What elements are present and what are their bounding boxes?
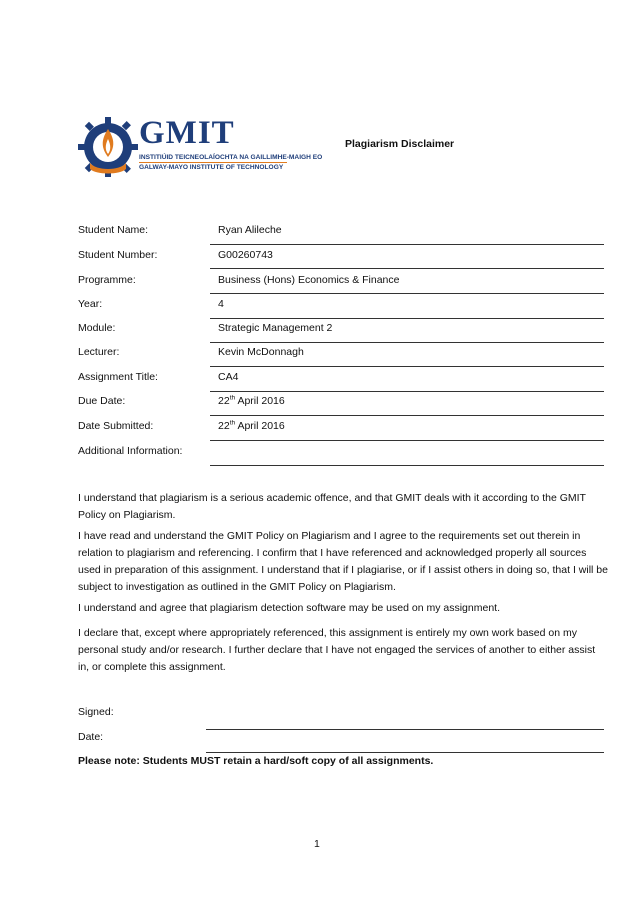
programme-label: Programme: (78, 274, 136, 286)
date-submitted-underline (210, 440, 604, 441)
year-value: 4 (218, 298, 224, 310)
page-number: 1 (314, 838, 320, 850)
module-label: Module: (78, 322, 116, 334)
assignment-title-value: CA4 (218, 371, 239, 383)
paragraph-offence: I understand that plagiarism is a serious academic offence, and that GMIT deals with it according to the GMIT Policy on Plagiarism. (78, 492, 586, 521)
gmit-logo (78, 103, 323, 189)
lecturer-label: Lecturer: (78, 346, 120, 358)
paragraph-declaration: I declare that, except where appropriately referenced, this assignment is entirely my own work based on my personal study and/or research. I further declare that I have not engaged the services of another to either assist in, or complete this assignment. (78, 627, 596, 673)
paragraph-detection: I understand and agree that plagiarism detection software may be used on my assignment. (78, 602, 500, 614)
module-value: Strategic Management 2 (218, 322, 333, 334)
programme-underline (210, 293, 604, 294)
programme-value: Business (Hons) Economics & Finance (218, 274, 400, 286)
date-submitted-value: 22th April 2016 (218, 419, 285, 432)
gear-flame-icon (78, 103, 138, 189)
date-line (206, 752, 604, 753)
student-name-value: Ryan Alileche (218, 224, 282, 236)
signed-line (206, 729, 604, 730)
year-label: Year: (78, 298, 103, 310)
lecturer-underline (210, 366, 604, 367)
additional-info-underline (210, 465, 604, 466)
due-date-underline (210, 415, 604, 416)
date-submitted-label: Date Submitted: (78, 420, 154, 432)
signed-label: Signed: (78, 706, 114, 718)
student-number-value: G00260743 (218, 249, 273, 261)
assignment-title-underline (210, 391, 604, 392)
paragraph-policy: I have read and understand the GMIT Policy on Plagiarism and I agree to the requirements set out therein in relation to plagiarism and referencing. I confirm that I have referenced and acknowledged properly all sources used in preparation of this assignment. I understand that if I plagiarise, or if I assist others in doing so, that I will be subject to investigation as outlined in the GMIT Policy on Plagiarism. (78, 530, 608, 593)
assignment-title-label: Assignment Title: (78, 371, 158, 383)
due-date-label: Due Date: (78, 395, 126, 407)
student-number-underline (210, 268, 604, 269)
date-label: Date: (78, 731, 104, 743)
logo-divider (139, 162, 287, 163)
retain-copy-note: Please note: Students MUST retain a hard/soft copy of all assignments. (78, 755, 434, 767)
due-date-value: 22th April 2016 (218, 394, 285, 407)
student-name-underline (210, 244, 604, 245)
page-title: Plagiarism Disclaimer (345, 138, 455, 150)
additional-info-label: Additional Information: (78, 445, 183, 457)
student-number-label: Student Number: (78, 249, 158, 261)
logo-english-name: GALWAY-MAYO INSTITUTE OF TECHNOLOGY (139, 164, 284, 171)
lecturer-value: Kevin McDonnagh (218, 346, 304, 358)
module-underline (210, 342, 604, 343)
logo-wordmark: GMIT (139, 115, 235, 151)
year-underline (210, 318, 604, 319)
logo-irish-name: INSTITIÚID TEICNEOLAÍOCHTA NA GAILLIMHE-MAIGH EO (139, 154, 323, 161)
student-name-label: Student Name: (78, 224, 149, 236)
